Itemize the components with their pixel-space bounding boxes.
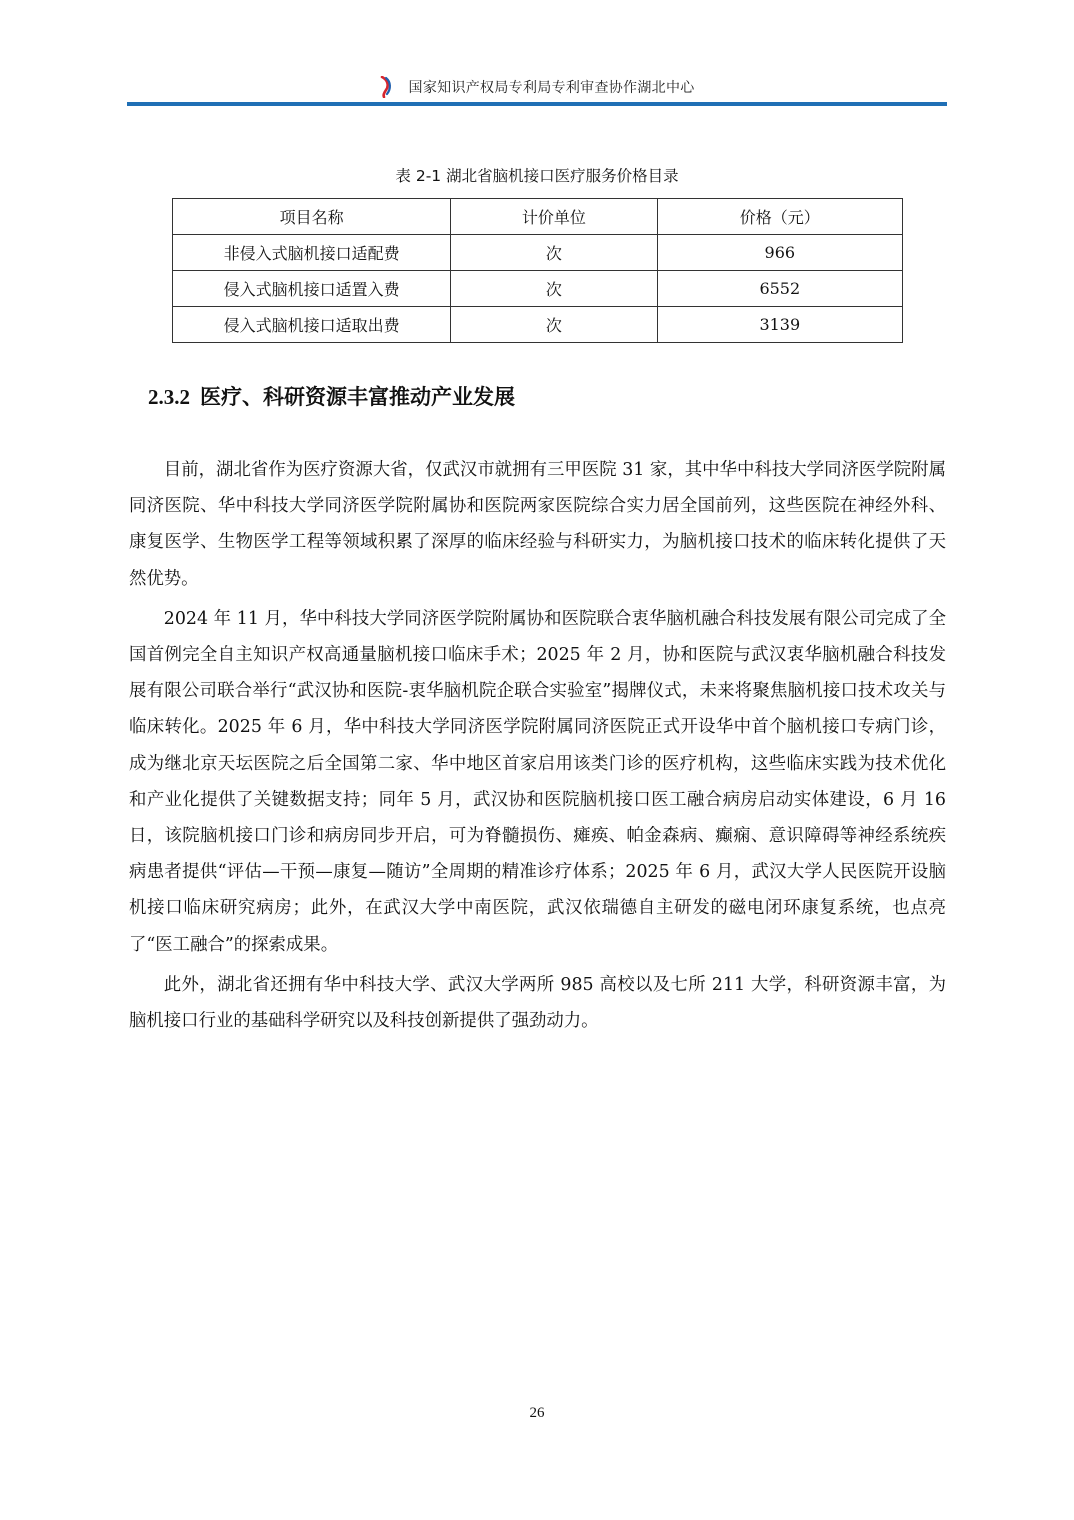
- column-header-price: 价格（元）: [657, 199, 902, 235]
- table-row: [173, 235, 903, 271]
- page-header: [127, 72, 947, 108]
- table-row: [173, 271, 903, 307]
- column-header-unit: 计价单位: [451, 199, 657, 235]
- table-caption: 表 2-1 湖北省脑机接口医疗服务价格目录: [0, 164, 1074, 186]
- header-title-group: [127, 76, 947, 100]
- cell-item-name: 侵入式脑机接口适置入费: [173, 271, 451, 307]
- table-header-row: [173, 199, 903, 235]
- header-title: 国家知识产权局专利局专利审查协作湖北中心: [409, 77, 695, 97]
- table-row: [173, 307, 903, 343]
- paragraph: 此外，湖北省还拥有华中科技大学、武汉大学两所 985 高校以及七所 211 大学，科研资源丰富，为脑机接口行业的基础科学研究以及科技创新提供了强劲动力。: [129, 967, 946, 1039]
- column-header-item-name: 项目名称: [173, 199, 451, 235]
- cell-price: 966: [657, 235, 902, 271]
- institution-logo-icon: [379, 76, 393, 98]
- paragraph: 2024 年 11 月，华中科技大学同济医学院附属协和医院联合衷华脑机融合科技发展有限公司完成了全国首例完全自主知识产权高通量脑机接口临床手术；2025 年 2 月，协和医院与武汉衷华脑机融合科技发展有限公司联合举行“武汉协和医院-衷华脑机院企联合实验室”揭牌仪式，未来将聚焦脑机接口技术攻关与临床转化。2025 年 6 月，华中科技大学同济医学院附属同济医院正式开设华中首个脑机接口专病门诊，成为继北京天坛医院之后全国第二家、华中地区首家启用该类门诊的医疗机构，这些临床实践为技术优化和产业化提供了关键数据支持；同年 5 月，武汉协和医院脑机接口医工融合病房启动实体建设，6 月 16 日，该院脑机接口门诊和病房同步开启，可为脊髓损伤、瘫痪、帕金森病、癫痫、意识障碍等神经系统疾病患者提供“评估—干预—康复—随访”全周期的精准诊疗体系；2025 年 6 月，武汉大学人民医院开设脑机接口临床研究病房；此外，在武汉大学中南医院，武汉依瑞德自主研发的磁电闭环康复系统，也点亮了“医工融合”的探索成果。: [129, 601, 946, 963]
- cell-price: 6552: [657, 271, 902, 307]
- cell-item-name: 非侵入式脑机接口适配费: [173, 235, 451, 271]
- cell-unit: 次: [451, 235, 657, 271]
- header-divider: [127, 102, 947, 106]
- section-number: 2.3.2: [148, 385, 190, 409]
- price-table: [172, 198, 903, 343]
- page-number: 26: [0, 1405, 1074, 1422]
- cell-unit: 次: [451, 271, 657, 307]
- body-text: [129, 452, 946, 1039]
- cell-item-name: 侵入式脑机接口适取出费: [173, 307, 451, 343]
- section-title: 医疗、科研资源丰富推动产业发展: [200, 385, 515, 409]
- cell-unit: 次: [451, 307, 657, 343]
- paragraph: 目前，湖北省作为医疗资源大省，仅武汉市就拥有三甲医院 31 家，其中华中科技大学同济医学院附属同济医院、华中科技大学同济医学院附属协和医院两家医院综合实力居全国前列，这些医院在神经外科、康复医学、生物医学工程等领域积累了深厚的临床经验与科研实力，为脑机接口技术的临床转化提供了天然优势。: [129, 452, 946, 597]
- cell-price: 3139: [657, 307, 902, 343]
- section-heading: [148, 381, 515, 411]
